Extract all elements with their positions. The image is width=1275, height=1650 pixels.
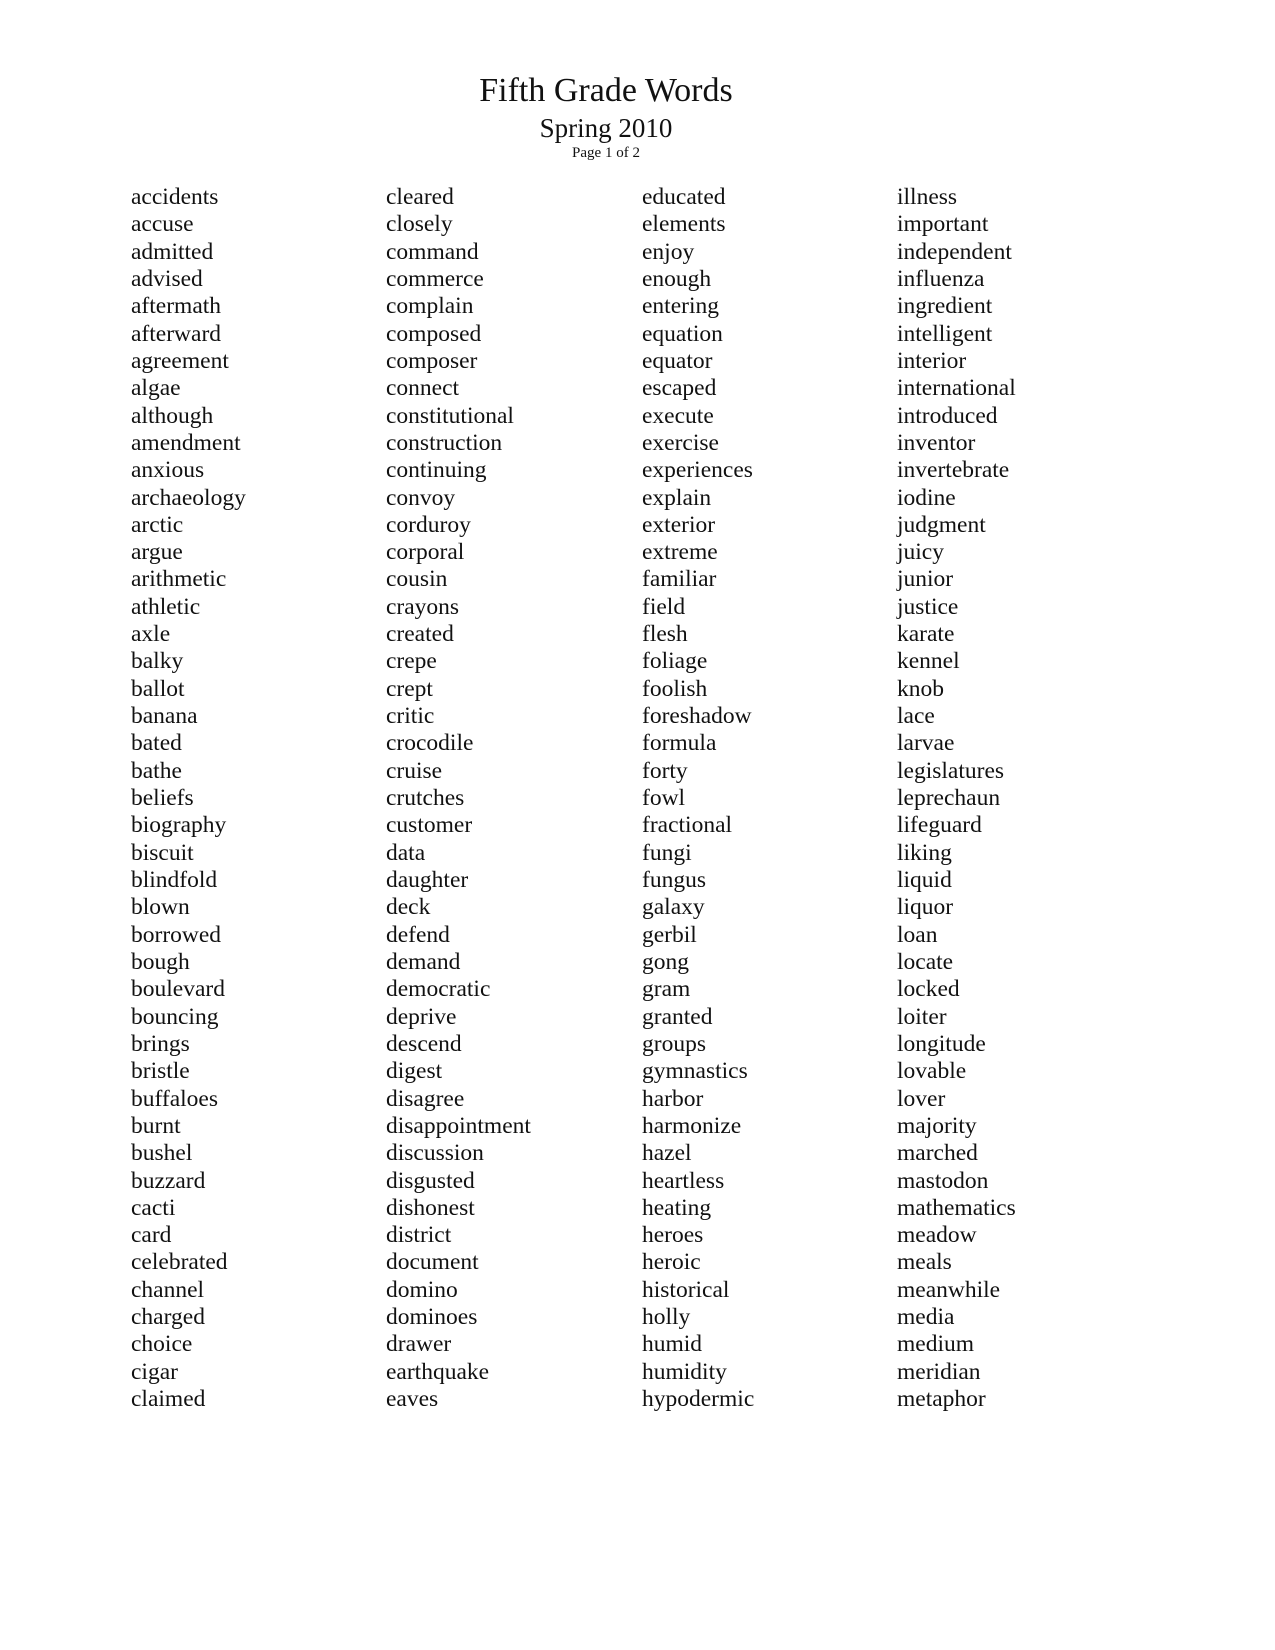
- word-item: discussion: [386, 1140, 484, 1167]
- word-item: dishonest: [386, 1194, 475, 1221]
- word-item: introduced: [897, 402, 998, 429]
- word-item: accuse: [131, 211, 194, 238]
- word-item: lovable: [897, 1058, 967, 1085]
- word-item: crayons: [386, 593, 460, 620]
- word-item: intelligent: [897, 320, 993, 347]
- word-item: celebrated: [131, 1249, 228, 1276]
- word-item: axle: [131, 621, 171, 648]
- word-item: arithmetic: [131, 566, 227, 593]
- word-item: biscuit: [131, 839, 194, 866]
- word-item: bathe: [131, 757, 182, 784]
- word-item: earthquake: [386, 1358, 490, 1385]
- word-item: fractional: [642, 812, 733, 839]
- word-item: admitted: [131, 238, 214, 265]
- word-item: crocodile: [386, 730, 474, 757]
- word-item: gymnastics: [642, 1058, 748, 1085]
- word-item: groups: [642, 1030, 706, 1057]
- word-item: cleared: [386, 184, 454, 210]
- word-item: mastodon: [897, 1167, 989, 1194]
- word-item: disgusted: [386, 1167, 475, 1194]
- word-item: leprechaun: [897, 785, 1001, 812]
- word-item: escaped: [642, 375, 717, 402]
- word-item: juicy: [897, 539, 944, 566]
- word-item: explain: [642, 484, 712, 511]
- word-item: deck: [386, 894, 431, 921]
- word-item: ingredient: [897, 293, 993, 320]
- word-item: locked: [897, 976, 960, 1003]
- word-item: aftermath: [131, 293, 222, 320]
- word-item: buffaloes: [131, 1085, 219, 1112]
- word-item: holly: [642, 1304, 691, 1331]
- word-item: bough: [131, 948, 190, 975]
- word-item: cigar: [131, 1358, 178, 1385]
- word-item: eaves: [386, 1386, 439, 1413]
- word-item: hypodermic: [642, 1386, 755, 1413]
- word-item: construction: [386, 429, 503, 456]
- word-item: harbor: [642, 1085, 704, 1112]
- word-item: borrowed: [131, 921, 222, 948]
- word-item: created: [386, 621, 454, 648]
- word-item: disagree: [386, 1085, 465, 1112]
- word-item: formula: [642, 730, 717, 757]
- word-item: meals: [897, 1249, 952, 1276]
- word-item: gram: [642, 976, 691, 1003]
- word-item: channel: [131, 1276, 205, 1303]
- word-item: biography: [131, 812, 227, 839]
- word-item: cousin: [386, 566, 448, 593]
- word-item: field: [642, 593, 686, 620]
- word-item: democratic: [386, 976, 491, 1003]
- word-item: daughter: [386, 867, 469, 893]
- word-item: exterior: [642, 511, 716, 538]
- word-item: gong: [642, 948, 689, 975]
- word-item: fowl: [642, 785, 686, 812]
- word-item: agreement: [131, 347, 229, 374]
- word-item: arctic: [131, 511, 184, 538]
- word-item: argue: [131, 539, 183, 566]
- word-item: junior: [897, 566, 954, 593]
- word-item: cruise: [386, 757, 443, 784]
- word-item: mathematics: [897, 1194, 1016, 1221]
- word-item: ballot: [131, 675, 185, 702]
- word-item: invertebrate: [897, 457, 1010, 484]
- word-item: meridian: [897, 1358, 981, 1385]
- word-item: domino: [386, 1276, 458, 1303]
- word-item: kennel: [897, 648, 960, 675]
- word-item: constitutional: [386, 402, 514, 429]
- word-item: inventor: [897, 429, 976, 456]
- word-item: connect: [386, 375, 460, 402]
- word-item: beliefs: [131, 785, 194, 812]
- word-item: defend: [386, 921, 450, 948]
- word-item: loiter: [897, 1003, 947, 1030]
- word-item: buzzard: [131, 1167, 206, 1194]
- word-item: important: [897, 211, 989, 238]
- word-item: forty: [642, 757, 688, 784]
- word-item: humid: [642, 1331, 703, 1358]
- word-item: complain: [386, 293, 474, 320]
- page-title: Fifth Grade Words: [479, 72, 733, 109]
- word-item: disappointment: [386, 1112, 531, 1139]
- word-item: granted: [642, 1003, 713, 1030]
- word-item: convoy: [386, 484, 456, 511]
- word-item: deprive: [386, 1003, 457, 1030]
- word-item: customer: [386, 812, 473, 839]
- word-item: independent: [897, 238, 1012, 265]
- word-item: amendment: [131, 429, 241, 456]
- word-item: knob: [897, 675, 944, 702]
- word-item: longitude: [897, 1030, 986, 1057]
- word-item: boulevard: [131, 976, 225, 1003]
- word-item: heating: [642, 1194, 712, 1221]
- word-item: cacti: [131, 1194, 176, 1221]
- word-item: liquor: [897, 894, 954, 921]
- word-item: elements: [642, 211, 726, 238]
- word-item: equation: [642, 320, 723, 347]
- word-item: bated: [131, 730, 182, 757]
- word-item: entering: [642, 293, 719, 320]
- word-item: lace: [897, 703, 935, 730]
- word-item: blindfold: [131, 867, 218, 893]
- word-item: composer: [386, 347, 478, 374]
- word-item: brings: [131, 1030, 190, 1057]
- word-item: burnt: [131, 1112, 181, 1139]
- word-item: banana: [131, 703, 198, 730]
- word-item: lifeguard: [897, 812, 982, 839]
- word-item: bushel: [131, 1140, 193, 1167]
- word-item: digest: [386, 1058, 443, 1085]
- word-item: historical: [642, 1276, 730, 1303]
- word-item: enjoy: [642, 238, 695, 265]
- word-item: foolish: [642, 675, 708, 702]
- word-item: heroic: [642, 1249, 701, 1276]
- word-item: algae: [131, 375, 181, 402]
- word-item: exercise: [642, 429, 719, 456]
- word-item: medium: [897, 1331, 975, 1358]
- word-item: foreshadow: [642, 703, 752, 730]
- word-item: claimed: [131, 1386, 206, 1413]
- word-item: international: [897, 375, 1016, 402]
- word-item: afterward: [131, 320, 222, 347]
- word-item: critic: [386, 703, 435, 730]
- word-item: illness: [897, 184, 958, 210]
- word-item: dominoes: [386, 1304, 478, 1331]
- word-item: marched: [897, 1140, 978, 1167]
- word-item: corduroy: [386, 511, 471, 538]
- word-item: experiences: [642, 457, 753, 484]
- word-item: larvae: [897, 730, 955, 757]
- word-item: equator: [642, 347, 713, 374]
- word-item: fungus: [642, 867, 706, 893]
- word-item: extreme: [642, 539, 718, 566]
- word-item: media: [897, 1304, 955, 1331]
- word-item: interior: [897, 347, 967, 374]
- word-item: archaeology: [131, 484, 246, 511]
- word-item: judgment: [897, 511, 986, 538]
- word-item: corporal: [386, 539, 465, 566]
- word-item: liquid: [897, 867, 952, 893]
- word-item: choice: [131, 1331, 193, 1358]
- word-item: composed: [386, 320, 482, 347]
- word-item: humidity: [642, 1358, 727, 1385]
- word-item: flesh: [642, 621, 688, 648]
- word-item: crutches: [386, 785, 465, 812]
- word-item: bristle: [131, 1058, 190, 1085]
- word-item: athletic: [131, 593, 201, 620]
- page-subtitle: Spring 2010: [539, 113, 673, 143]
- word-item: closely: [386, 211, 453, 238]
- word-item: locate: [897, 948, 954, 975]
- word-item: drawer: [386, 1331, 452, 1358]
- word-item: hazel: [642, 1140, 692, 1167]
- word-item: bouncing: [131, 1003, 219, 1030]
- word-item: demand: [386, 948, 461, 975]
- word-item: advised: [131, 265, 203, 292]
- word-item: lover: [897, 1085, 946, 1112]
- word-item: karate: [897, 621, 955, 648]
- word-item: galaxy: [642, 894, 705, 921]
- word-item: fungi: [642, 839, 692, 866]
- word-item: card: [131, 1222, 172, 1249]
- word-item: balky: [131, 648, 184, 675]
- word-item: blown: [131, 894, 190, 921]
- word-item: loan: [897, 921, 938, 948]
- word-item: command: [386, 238, 479, 265]
- word-item: iodine: [897, 484, 956, 511]
- word-item: continuing: [386, 457, 487, 484]
- word-item: heartless: [642, 1167, 725, 1194]
- word-item: influenza: [897, 265, 985, 292]
- word-item: harmonize: [642, 1112, 742, 1139]
- word-item: majority: [897, 1112, 977, 1139]
- word-item: metaphor: [897, 1386, 986, 1413]
- word-item: data: [386, 839, 426, 866]
- word-item: crepe: [386, 648, 437, 675]
- word-item: gerbil: [642, 921, 697, 948]
- word-item: charged: [131, 1304, 205, 1331]
- word-item: heroes: [642, 1222, 704, 1249]
- word-item: legislatures: [897, 757, 1005, 784]
- word-item: commerce: [386, 265, 484, 292]
- word-item: foliage: [642, 648, 708, 675]
- word-item: document: [386, 1249, 479, 1276]
- word-item: district: [386, 1222, 452, 1249]
- word-item: descend: [386, 1030, 462, 1057]
- word-item: meadow: [897, 1222, 977, 1249]
- page-number: Page 1 of 2: [572, 145, 640, 161]
- word-item: execute: [642, 402, 714, 429]
- word-item: familiar: [642, 566, 717, 593]
- word-item: anxious: [131, 457, 205, 484]
- word-item: educated: [642, 184, 726, 210]
- word-item: enough: [642, 265, 712, 292]
- word-item: although: [131, 402, 214, 429]
- word-item: justice: [897, 593, 959, 620]
- word-item: accidents: [131, 184, 219, 210]
- word-item: liking: [897, 839, 952, 866]
- word-item: meanwhile: [897, 1276, 1001, 1303]
- word-item: crept: [386, 675, 433, 702]
